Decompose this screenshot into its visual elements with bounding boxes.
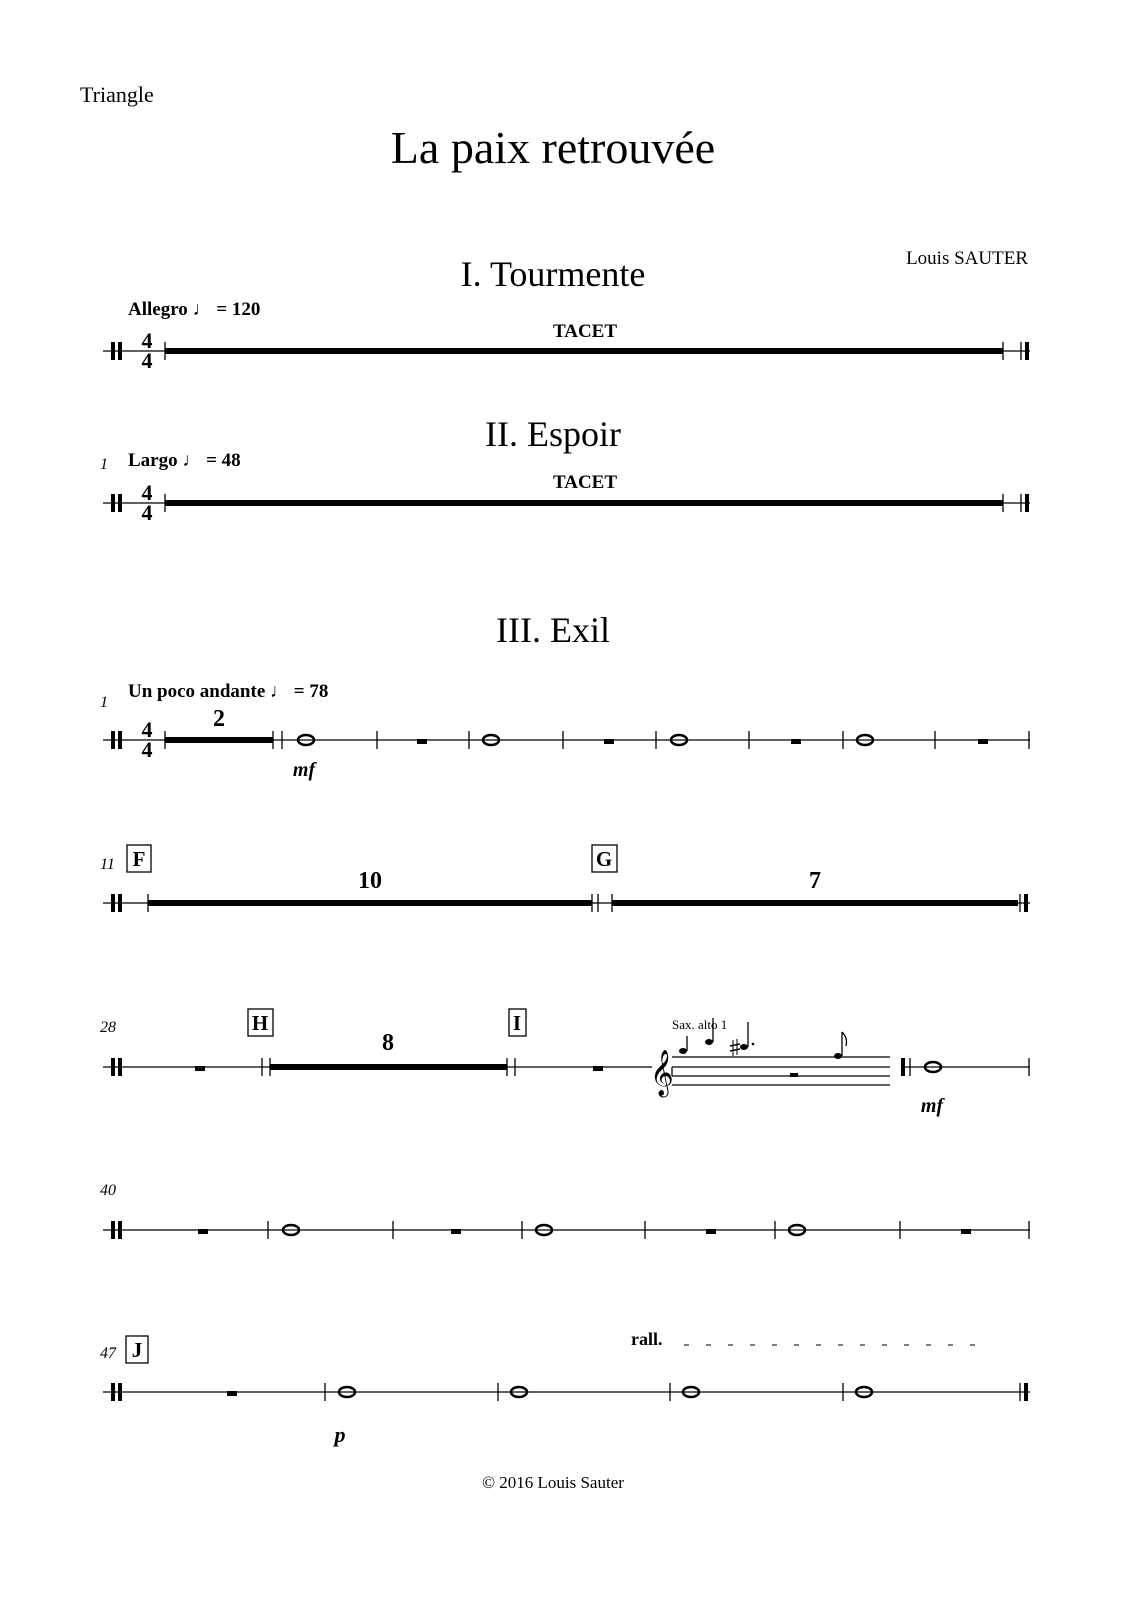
system-5 [100, 1329, 1030, 1447]
movement-title: II. Espoir [485, 414, 621, 454]
system-1 [100, 681, 1030, 781]
composer: Louis SAUTER [906, 248, 1028, 269]
instrument-name: Triangle [80, 82, 154, 107]
sharp-icon [730, 1039, 740, 1056]
time-sig-top: 4 [141, 328, 153, 353]
time-signature [137, 717, 157, 762]
time-sig-top: 4 [141, 480, 153, 505]
measure-number: 11 [100, 856, 115, 873]
piece-title: La paix retrouvée [390, 122, 716, 173]
cue-instrument: Sax. alto 1 [672, 1017, 728, 1032]
measure-number: 1 [100, 694, 108, 711]
measure-number: 47 [100, 1345, 116, 1362]
time-signature [137, 480, 157, 525]
tempo-line [128, 299, 260, 320]
multirest-count: 10 [358, 868, 382, 894]
system-2 [100, 845, 1030, 912]
quarter-note-icon: ♩ [187, 299, 217, 320]
rehearsal-mark: H [251, 1011, 269, 1035]
time-sig-top: 4 [141, 717, 153, 742]
rehearsal-mark: I [512, 1011, 522, 1035]
tempo-bpm: = 78 [293, 681, 329, 702]
quarter-note-icon: ♩ [177, 450, 207, 471]
movement-2 [100, 414, 1030, 512]
system-3 [100, 1009, 1030, 1117]
measure-number: 1 [100, 456, 108, 473]
quarter-note-icon: ♩ [265, 681, 294, 702]
measure-number: 28 [100, 1019, 116, 1036]
dynamic-marking: p [334, 1422, 346, 1447]
tempo-marking: Un poco andante [128, 681, 266, 702]
movement-1 [103, 254, 1030, 360]
rehearsal-mark: F [132, 847, 146, 871]
copyright-footer: © 2016 Louis Sauter [482, 1473, 624, 1492]
time-sig-bottom: 4 [141, 500, 153, 525]
movement-title: III. Exil [496, 610, 610, 650]
time-sig-bottom: 4 [141, 348, 153, 373]
tempo-bpm: = 120 [216, 299, 261, 320]
dynamic-marking: mf [292, 759, 316, 781]
dynamic-marking: mf [920, 1095, 944, 1117]
time-sig-bottom: 4 [141, 737, 153, 762]
tempo-bpm: = 48 [206, 450, 241, 471]
tempo-line [128, 681, 328, 702]
rall-marking: rall. [631, 1329, 663, 1349]
cue-staff [650, 1017, 890, 1098]
time-signature [137, 328, 157, 373]
tempo-line [128, 450, 241, 471]
multirest-count: 2 [213, 706, 225, 732]
rehearsal-mark: J [131, 1338, 143, 1362]
movement-title: I. Tourmente [460, 254, 646, 294]
multirest-count: 7 [809, 868, 821, 894]
tempo-marking: Allegro [128, 299, 188, 320]
tacet-label: TACET [552, 321, 618, 342]
tempo-marking: Largo [128, 450, 178, 471]
tacet-label: TACET [552, 472, 618, 493]
multirest-count: 8 [382, 1030, 394, 1056]
system-4 [100, 1182, 1030, 1239]
treble-clef-icon: 𝄞 [650, 1050, 674, 1095]
measure-number: 40 [100, 1182, 116, 1199]
rehearsal-mark: G [595, 847, 613, 871]
